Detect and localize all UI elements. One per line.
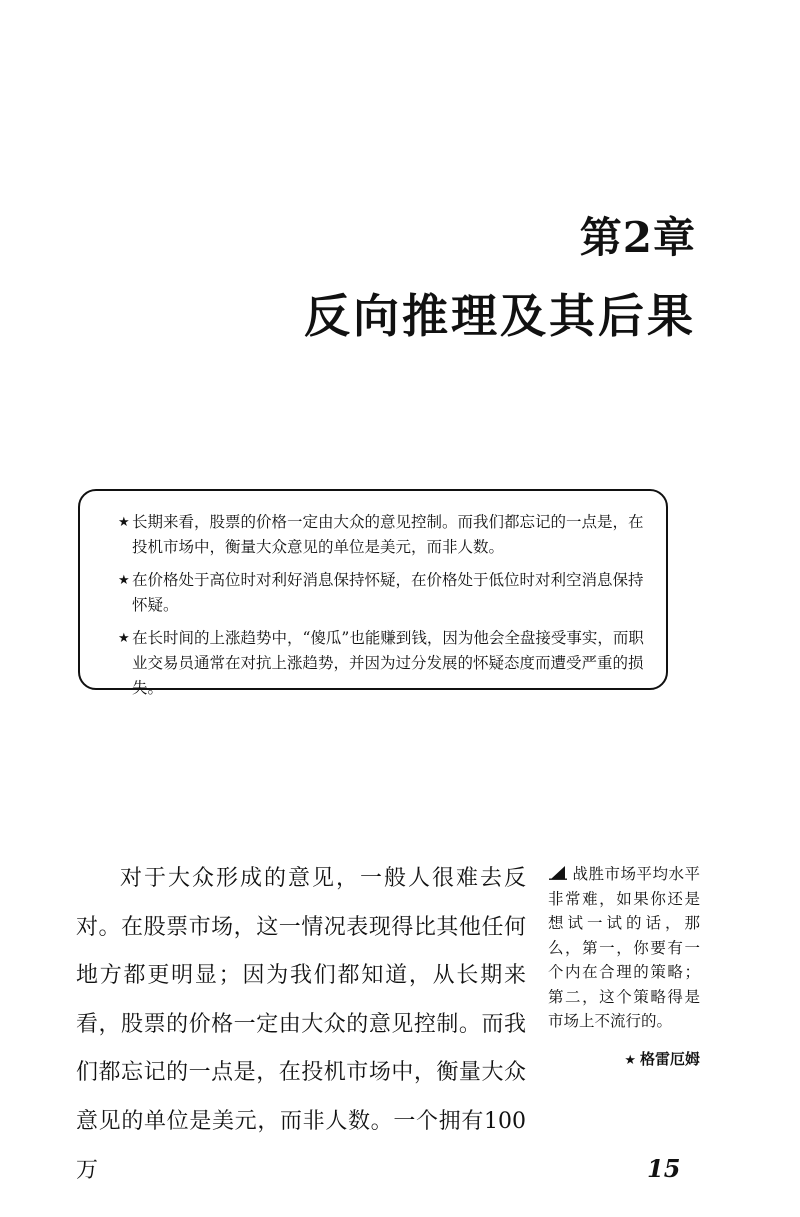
key-point-text: 长期来看，股票的价格一定由大众的意见控制。而我们都忘记的一点是，在投机市场中，衡量大众意见的单位是美元，而非人数。 <box>132 513 644 556</box>
key-point-text: 在价格处于高位时对利好消息保持怀疑，在价格处于低位时对利空消息保持怀疑。 <box>132 571 644 614</box>
quote-text: 战胜市场平均水平非常难，如果你还是想试一试的话，那么，第一，你要有一个内在合理的策略；第二，这个策略得是市场上不流行的。 <box>548 865 700 1030</box>
sidebar-quote <box>548 862 700 1073</box>
star-icon: ★ <box>118 573 130 588</box>
pen-icon <box>548 865 568 880</box>
key-point-item <box>118 568 646 618</box>
star-icon: ★ <box>118 515 130 530</box>
page-number: 15 <box>647 1154 681 1183</box>
chapter-title: 反向推理及其后果 <box>304 289 696 343</box>
chapter-number: 第2章 <box>579 213 696 262</box>
key-point-item <box>118 626 646 701</box>
quote-attribution <box>548 1048 700 1073</box>
key-point-text: 在长时间的上涨趋势中，“傻瓜”也能赚到钱，因为他会全盘接受事实，而职业交易员通常在对抗上涨趋势，并因为过分发展的怀疑态度而遭受严重的损失。 <box>132 629 644 697</box>
key-points-box <box>78 489 668 697</box>
star-icon: ★ <box>118 631 130 646</box>
quote-author: 格雷厄姆 <box>639 1049 700 1068</box>
key-point-item <box>118 510 646 560</box>
quote-paragraph <box>548 862 700 1034</box>
star-icon: ★ <box>624 1052 636 1068</box>
body-paragraph: 对于大众形成的意见，一般人很难去反对。在股票市场，这一情况表现得比其他任何地方都更明显；因为我们都知道，从长期来看，股票的价格一定由大众的意见控制。而我们都忘记的一点是，在投机市场中，衡量大众意见的单位是美元，而非人数。一个拥有100万 <box>76 866 526 1183</box>
